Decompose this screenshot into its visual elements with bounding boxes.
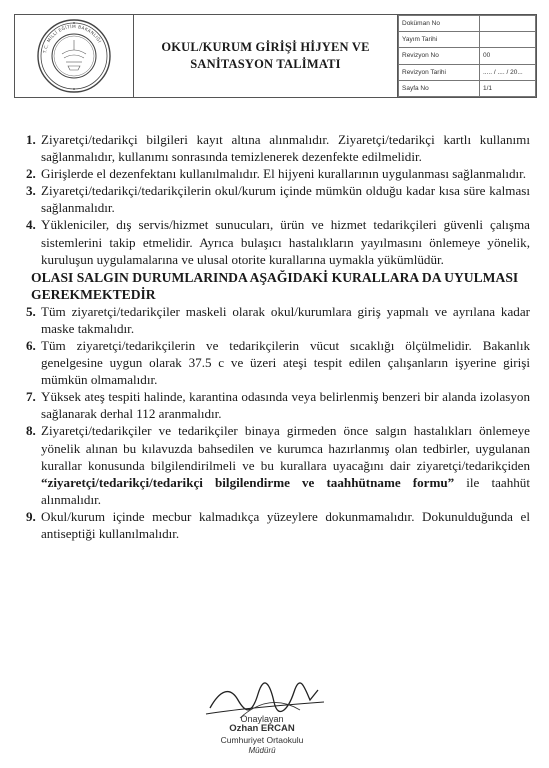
- meta-row: [399, 32, 536, 48]
- list-item: [26, 131, 530, 165]
- item-text: Yüksek ateş tespiti halinde, karantina odasında veya belirlenmiş benzeri bir alanda izolasyon sağlanarak derhal 112 aranmalıdır.: [41, 389, 530, 422]
- logo-cell: [15, 15, 134, 97]
- section-heading: OLASI SALGIN DURUMLARINDA AŞAĞIDAKİ KURALLARA DA UYULMASI GEREKMEKTEDİR: [31, 269, 519, 302]
- item-number: 4.: [26, 217, 36, 233]
- signature-block: [190, 680, 330, 765]
- list-item: [26, 216, 530, 267]
- ministry-seal-logo: [32, 14, 116, 98]
- item-text-tail: ile taahhüt alınmalıdır.: [41, 474, 530, 507]
- instruction-list-part2: [26, 303, 530, 542]
- signer-name: Ozhan ERCAN: [229, 723, 295, 734]
- meta-value: 00: [480, 48, 536, 64]
- item-text: Ziyaretçi/tedarikçi bilgileri kayıt altına alınmalıdır. Ziyaretçi/tedarikçi kartlı kullanımı sağlanmalıdır, kullanımı sonrasında temizlenerek dezenfekte edilmelidir.: [41, 132, 530, 165]
- meta-label: Revizyon No: [399, 48, 480, 64]
- list-item: [26, 337, 530, 388]
- instruction-body: [26, 131, 530, 542]
- document-header: [14, 14, 537, 98]
- document-title-line2: SANİTASYON TALİMATI: [190, 57, 341, 71]
- signer-school: Cumhuriyet Ortaokulu: [220, 735, 304, 745]
- meta-label: Yayım Tarihi: [399, 32, 480, 48]
- list-item: [26, 422, 530, 507]
- list-item: [26, 182, 530, 216]
- meta-row: [399, 80, 536, 96]
- document-meta-table: [398, 15, 536, 97]
- item-text: Tüm ziyaretçi/tedarikçilerin ve tedarikçilerin vücut sıcaklığı ölçülmelidir. Bakanlık genelgesine uygun olarak 37.5 c ve üzeri ateşi tespit edilen çalışanların işyerine girişi mümkün olmamalıdır.: [41, 337, 530, 388]
- signer-title: Müdürü: [248, 746, 276, 755]
- item-text: Yükleniciler, dış servis/hizmet sunucuları, ürün ve hizmet tedarikçileri güvenli çalışma sistemlerini takip etmelidir. Ayrıca bulaşıcı hastalıkların yayılmasını önlemeye yönelik, kuruluşun uygulamalarına ve ulusal otorite kurallarına uymakla yükümlüdür.: [41, 217, 530, 267]
- item-text: Tüm ziyaretçi/tedarikçiler maskeli olarak okul/kurumlara giriş yapmalı ve ayrılana kadar maske takmalıdır.: [41, 303, 530, 336]
- list-item: [26, 303, 530, 337]
- item-number: 2.: [26, 166, 36, 182]
- title-cell: [134, 15, 398, 97]
- item-text: Ziyaretçi/tedarikçiler ve tedarikçiler binaya girmeden önce salgın hastalıkları önlemeye yönelik alınan bu kılavuzda bahsedilen ve kurumca hazırlanmış olan tedbirler, uygulanan kurallar konusunda bilgilendirilmeli ve bu kurallara uyacağını dair ziyaretçi/tedarikçiden: [41, 423, 530, 473]
- item-number: 7.: [26, 389, 36, 405]
- meta-value: [480, 16, 536, 32]
- meta-label: Sayfa No: [399, 80, 480, 96]
- document-title-line1: OKUL/KURUM GİRİŞİ HİJYEN VE: [161, 40, 370, 54]
- svg-text:T.C. MİLLÎ EĞİTİM BAKANLIĞI: T.C. MİLLÎ EĞİTİM BAKANLIĞI: [43, 24, 102, 54]
- meta-value: [480, 32, 536, 48]
- list-item: [26, 165, 530, 182]
- meta-row: [399, 16, 536, 32]
- item-number: 8.: [26, 423, 36, 439]
- approved-label: Onaylayan: [240, 714, 284, 724]
- list-item: [26, 508, 530, 542]
- item-text: Girişlerde el dezenfektanı kullanılmalıdır. El hijyeni kurallarının uygulanması sağlanmalıdır.: [41, 166, 527, 182]
- item-number: 6.: [26, 337, 36, 353]
- meta-value: 1/1: [480, 80, 536, 96]
- instruction-list-part1: [26, 131, 530, 268]
- item-number: 1.: [26, 132, 36, 147]
- meta-row: [399, 64, 536, 80]
- item-number: 3.: [26, 183, 36, 199]
- item-text: Ziyaretçi/tedarikçi/tedarikçilerin okul/kurum içinde mümkün olduğu kadar kısa süre kalması sağlanmalıdır.: [41, 183, 530, 216]
- meta-label: Doküman No: [399, 16, 480, 32]
- item-text: Okul/kurum içinde mecbur kalmadıkça yüzeylere dokunmamalıdır. Dokunulduğunda el antiseptiği kullanılmalıdır.: [41, 508, 530, 541]
- meta-label: Revizyon Tarihi: [399, 64, 480, 80]
- item-number: 5.: [26, 303, 36, 319]
- form-name-bold: “ziyaretçi/tedarikçi/tedarikçi bilgilendirme ve taahhütname formu”: [41, 474, 455, 490]
- meta-row: [399, 48, 536, 64]
- meta-value: ..... / .... / 20...: [480, 64, 536, 80]
- item-number: 9.: [26, 508, 36, 524]
- list-item: [26, 388, 530, 422]
